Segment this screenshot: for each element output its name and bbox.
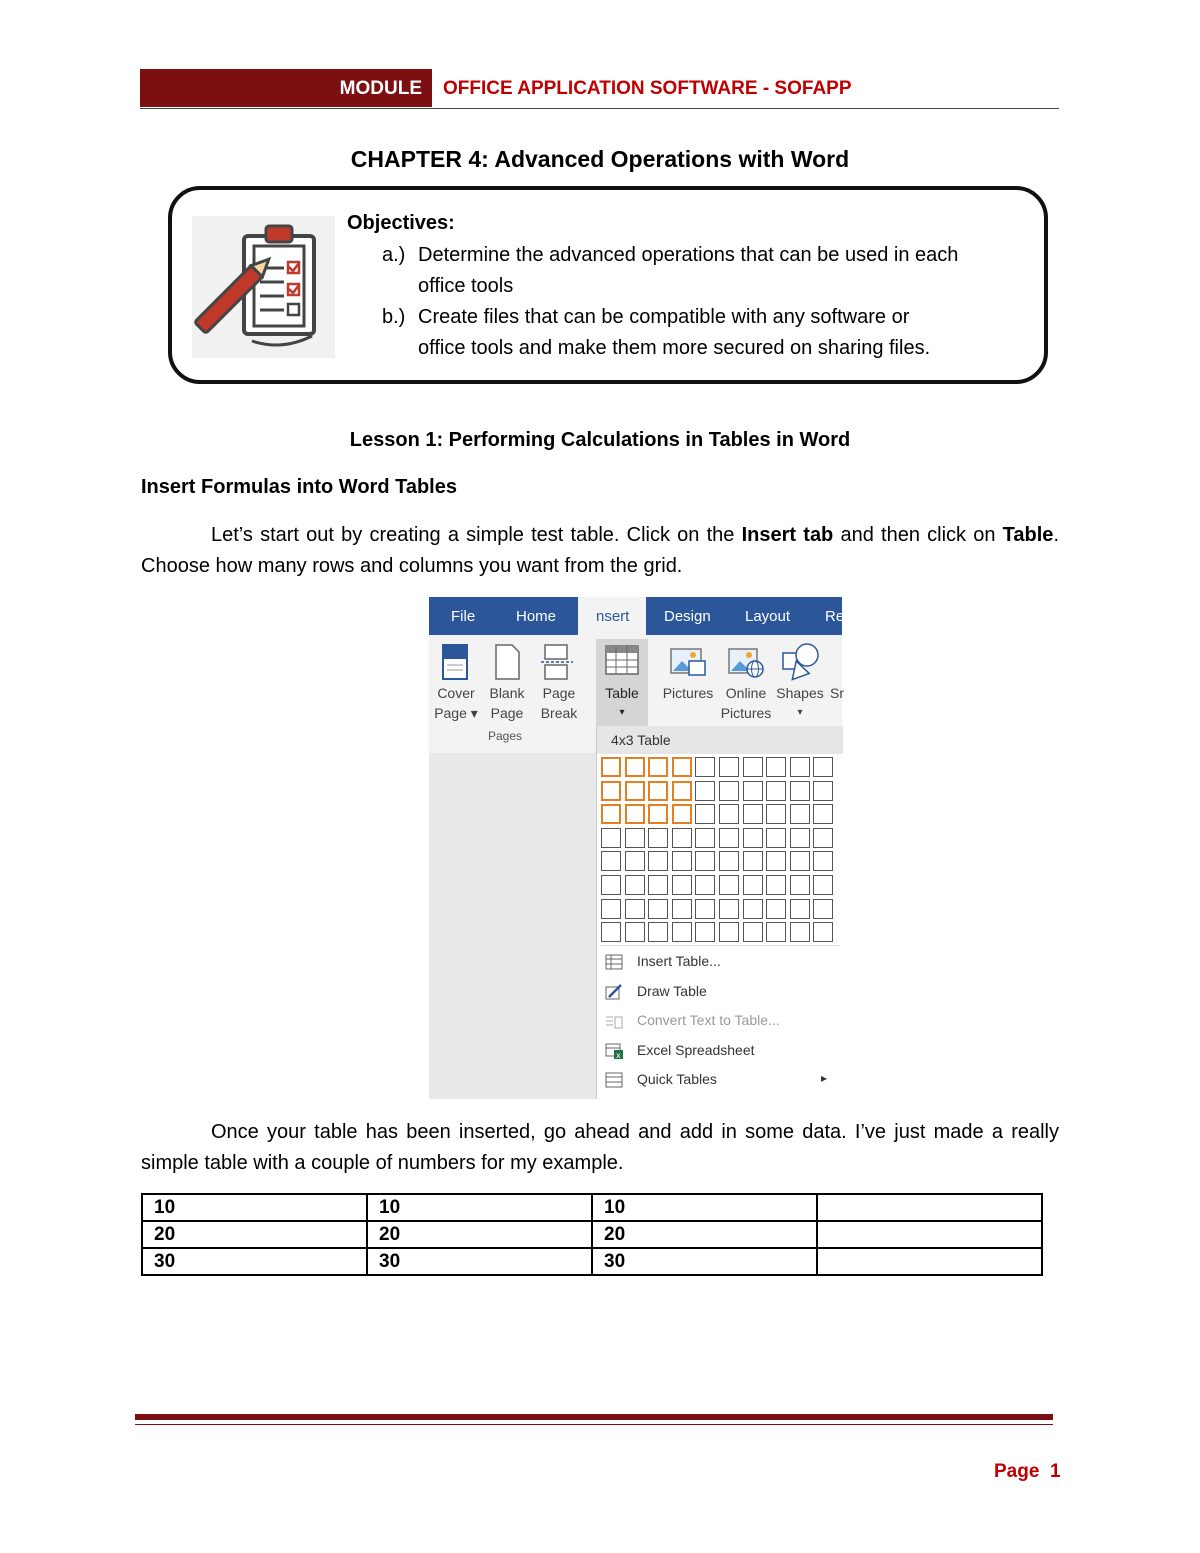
table-grid-cell[interactable] bbox=[813, 804, 833, 824]
paragraph-add-data: Once your table has been inserted, go ahead and add in some data. I’ve just made a really simple table with a couple of numbers for my example. bbox=[141, 1121, 1059, 1174]
tab-home[interactable]: Home bbox=[516, 608, 557, 625]
table-grid-cell[interactable] bbox=[695, 804, 715, 824]
table-grid-cell[interactable] bbox=[719, 804, 739, 824]
table-grid-cell[interactable] bbox=[743, 757, 763, 777]
table-grid-cell[interactable] bbox=[766, 922, 786, 942]
table-grid-cell[interactable] bbox=[601, 851, 621, 871]
table-grid-cell[interactable] bbox=[695, 781, 715, 801]
table-cell: 10 bbox=[592, 1194, 817, 1221]
table-grid-cell[interactable] bbox=[719, 851, 739, 871]
table-grid-cell[interactable] bbox=[672, 781, 692, 801]
table-grid-cell[interactable] bbox=[601, 781, 621, 801]
table-grid-cell[interactable] bbox=[719, 828, 739, 848]
table-cell: 10 bbox=[142, 1194, 367, 1221]
table-grid-cell[interactable] bbox=[672, 922, 692, 942]
ribbon-tab-bar bbox=[429, 597, 845, 635]
table-grid-cell[interactable] bbox=[648, 875, 668, 895]
table-grid-cell[interactable] bbox=[719, 757, 739, 777]
table-cell: 10 bbox=[367, 1194, 592, 1221]
table-grid-cell[interactable] bbox=[672, 851, 692, 871]
table-cell bbox=[817, 1194, 1042, 1221]
cover-page-button[interactable]: Cover Page ▾ bbox=[434, 685, 478, 721]
table-grid-cell[interactable] bbox=[766, 828, 786, 848]
table-grid-cell[interactable] bbox=[601, 757, 621, 777]
table-grid-cell[interactable] bbox=[719, 875, 739, 895]
objective-letter-b: b.) bbox=[382, 306, 406, 328]
table-grid-cell[interactable] bbox=[695, 828, 715, 848]
table-grid-cell[interactable] bbox=[648, 851, 668, 871]
table-grid-cell[interactable] bbox=[743, 922, 763, 942]
table-grid-cell[interactable] bbox=[790, 781, 810, 801]
tab-layout[interactable]: Layout bbox=[745, 608, 791, 625]
table-grid-cell[interactable] bbox=[625, 828, 645, 848]
table-grid-cell[interactable] bbox=[625, 875, 645, 895]
table-cell: 30 bbox=[367, 1248, 592, 1275]
table-grid-cell[interactable] bbox=[625, 757, 645, 777]
paragraph-insert-table: Let’s start out by creating a simple test table. Click on the Insert tab and then click on Table. Choose how many rows and columns you want from the grid. bbox=[141, 524, 1059, 577]
table-icon bbox=[605, 645, 639, 675]
objective-b-line2: office tools and make them more secured on sharing files. bbox=[418, 337, 931, 359]
menu-insert-table[interactable]: Insert Table... bbox=[637, 953, 721, 969]
table-grid-cell[interactable] bbox=[648, 922, 668, 942]
table-grid-cell[interactable] bbox=[790, 757, 810, 777]
table-size-label: 4x3 Table bbox=[597, 726, 843, 754]
table-grid-cell[interactable] bbox=[766, 875, 786, 895]
table-cell: 30 bbox=[592, 1248, 817, 1275]
table-grid-cell[interactable] bbox=[695, 922, 715, 942]
table-grid-cell[interactable] bbox=[790, 875, 810, 895]
table-grid-cell[interactable] bbox=[743, 781, 763, 801]
shapes-button[interactable]: Shapes ▾ bbox=[776, 685, 824, 718]
pages-group-label: Pages bbox=[488, 729, 523, 743]
table-grid-cell[interactable] bbox=[743, 804, 763, 824]
module-label: MODULE bbox=[140, 69, 432, 107]
table-grid-cell[interactable] bbox=[625, 851, 645, 871]
online-pictures-icon bbox=[727, 643, 765, 679]
checklist-icon bbox=[192, 216, 335, 358]
table-grid-cell[interactable] bbox=[672, 757, 692, 777]
shapes-icon bbox=[779, 641, 821, 679]
table-grid-cell[interactable] bbox=[719, 899, 739, 919]
blank-page-icon bbox=[493, 643, 521, 681]
table-row bbox=[142, 1248, 1042, 1275]
table-grid-cell[interactable] bbox=[790, 922, 810, 942]
table-grid-cell[interactable] bbox=[648, 781, 668, 801]
header-rule bbox=[140, 108, 1059, 109]
table-row bbox=[142, 1221, 1042, 1248]
tab-references[interactable]: Re bbox=[825, 608, 845, 625]
table-grid-cell[interactable] bbox=[672, 828, 692, 848]
table-grid-cell[interactable] bbox=[695, 875, 715, 895]
table-grid-cell[interactable] bbox=[813, 922, 833, 942]
table-grid-cell[interactable] bbox=[625, 781, 645, 801]
table-grid-cell[interactable] bbox=[648, 828, 668, 848]
example-data-table bbox=[141, 1193, 1043, 1276]
footer-rule bbox=[135, 1414, 1053, 1420]
pictures-icon bbox=[669, 643, 707, 679]
table-grid-cell[interactable] bbox=[813, 899, 833, 919]
table-grid-cell[interactable] bbox=[672, 875, 692, 895]
table-grid-cell[interactable] bbox=[601, 922, 621, 942]
tab-design[interactable]: Design bbox=[664, 608, 711, 625]
table-grid-cell[interactable] bbox=[813, 828, 833, 848]
section-heading: Insert Formulas into Word Tables bbox=[141, 476, 457, 498]
table-row bbox=[142, 1194, 1042, 1221]
objective-a-line1: Determine the advanced operations that can be used in each bbox=[418, 244, 959, 266]
table-grid-cell[interactable] bbox=[766, 899, 786, 919]
table-grid-cell[interactable] bbox=[625, 804, 645, 824]
menu-excel-spreadsheet[interactable]: Excel Spreadsheet bbox=[637, 1042, 755, 1058]
table-grid-cell[interactable] bbox=[790, 851, 810, 871]
objective-b-line1: Create files that can be compatible with any software or bbox=[418, 306, 910, 328]
footer-thin-rule bbox=[135, 1424, 1053, 1425]
table-grid-cell[interactable] bbox=[719, 781, 739, 801]
table-grid-cell[interactable] bbox=[790, 899, 810, 919]
table-grid-cell[interactable] bbox=[625, 922, 645, 942]
table-grid-cell[interactable] bbox=[766, 757, 786, 777]
table-grid-cell[interactable] bbox=[648, 899, 668, 919]
table-cell: 30 bbox=[142, 1248, 367, 1275]
tab-file[interactable]: File bbox=[451, 608, 476, 625]
table-grid-cell[interactable] bbox=[695, 899, 715, 919]
table-grid-cell[interactable] bbox=[743, 851, 763, 871]
tab-insert[interactable]: nsert bbox=[578, 597, 646, 635]
word-insert-table-screenshot bbox=[429, 597, 845, 1099]
table-grid-cell[interactable] bbox=[672, 899, 692, 919]
table-cell bbox=[817, 1221, 1042, 1248]
table-grid-cell[interactable] bbox=[766, 781, 786, 801]
table-grid-cell[interactable] bbox=[625, 899, 645, 919]
table-grid-cell[interactable] bbox=[743, 828, 763, 848]
module-title: OFFICE APPLICATION SOFTWARE - SOFAPP bbox=[443, 78, 852, 99]
table-grid-cell[interactable] bbox=[601, 899, 621, 919]
menu-separator bbox=[601, 945, 839, 946]
smartart-button-cut[interactable]: Sr bbox=[830, 685, 844, 701]
table-grid-cell[interactable] bbox=[813, 851, 833, 871]
objective-letter-a: a.) bbox=[382, 244, 406, 266]
svg-text:x: x bbox=[616, 1051, 621, 1060]
table-grid-cell[interactable] bbox=[695, 757, 715, 777]
table-grid-cell[interactable] bbox=[790, 804, 810, 824]
menu-draw-table[interactable]: Draw Table bbox=[637, 983, 707, 999]
table-grid-cell[interactable] bbox=[766, 851, 786, 871]
pictures-button[interactable]: Pictures bbox=[662, 685, 714, 701]
page-number: Page 1 bbox=[994, 1461, 1061, 1482]
table-grid-cell[interactable] bbox=[648, 757, 668, 777]
cover-page-icon bbox=[441, 643, 469, 681]
table-grid-cell[interactable] bbox=[601, 828, 621, 848]
table-cell: 20 bbox=[592, 1221, 817, 1248]
online-pictures-button[interactable]: Online Pictures bbox=[720, 685, 772, 721]
page-break-button[interactable]: Page Break bbox=[540, 685, 578, 721]
table-grid-cell[interactable] bbox=[813, 757, 833, 777]
table-grid-cell[interactable] bbox=[672, 804, 692, 824]
table-grid-cell[interactable] bbox=[743, 875, 763, 895]
submenu-arrow-icon: ▸ bbox=[821, 1071, 828, 1085]
table-button[interactable]: Table ▾ bbox=[605, 685, 639, 718]
convert-text-icon bbox=[605, 1013, 623, 1029]
table-grid-cell[interactable] bbox=[601, 875, 621, 895]
menu-quick-tables[interactable]: Quick Tables bbox=[637, 1071, 717, 1087]
objectives-heading: Objectives: bbox=[347, 212, 455, 234]
insert-table-icon bbox=[605, 954, 623, 970]
table-grid-cell[interactable] bbox=[790, 828, 810, 848]
excel-spreadsheet-icon bbox=[605, 1043, 623, 1059]
table-cell: 20 bbox=[367, 1221, 592, 1248]
table-grid-cell[interactable] bbox=[719, 922, 739, 942]
table-cell: 20 bbox=[142, 1221, 367, 1248]
quick-tables-icon bbox=[605, 1072, 623, 1088]
table-grid-cell[interactable] bbox=[601, 804, 621, 824]
lesson-title: Lesson 1: Performing Calculations in Tables in Word bbox=[349, 429, 851, 451]
menu-convert-text-to-table: Convert Text to Table... bbox=[637, 1012, 780, 1028]
page-break-icon bbox=[541, 643, 573, 681]
table-cell bbox=[817, 1248, 1042, 1275]
table-grid-cell[interactable] bbox=[766, 804, 786, 824]
table-grid-cell[interactable] bbox=[813, 781, 833, 801]
draw-table-icon bbox=[605, 984, 623, 1000]
table-grid-cell[interactable] bbox=[813, 875, 833, 895]
table-grid-cell[interactable] bbox=[648, 804, 668, 824]
blank-page-button[interactable]: Blank Page bbox=[489, 685, 525, 721]
table-grid-cell[interactable] bbox=[695, 851, 715, 871]
table-grid-cell[interactable] bbox=[743, 899, 763, 919]
chapter-title: CHAPTER 4: Advanced Operations with Word bbox=[350, 146, 850, 172]
insert-table-dropdown bbox=[596, 726, 843, 1099]
objective-a-line2: office tools bbox=[418, 275, 514, 297]
